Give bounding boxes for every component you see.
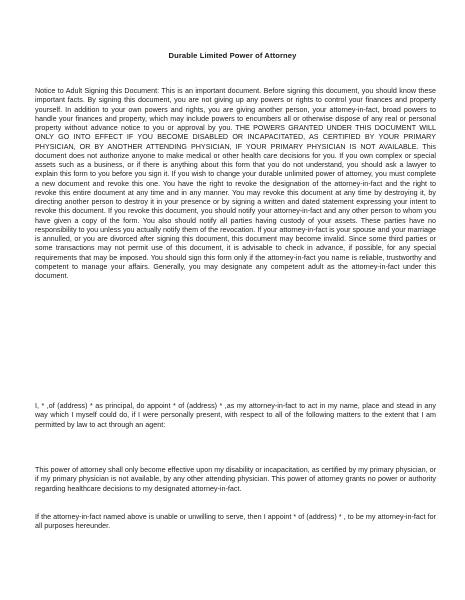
notice-paragraph: Notice to Adult Signing this Document: This is an important document. Before signing this document, you should know these important facts. By signing this document, you are not giving up any powers or rights to control your finances and property yourself. In addition to your own powers and rights, you are giving another person, your attorney-in-fact, broad powers to handle your finances and property, which may include powers to encumbers all or otherwise dispose of any real or personal property without advance notice to you or approval by you. THE POWERS GRANTED UNDER THIS DOCUMENT WILL ONLY GO INTO EFFECT IF YOU BECOME DISABLED OR INCAPACITATED, AS CERTIFIED BY YOUR PRIMARY PHYSICIAN, OR BY ANOTHER ATTENDING PHYSICIAN, IF YOUR PRIMARY PHYSICIAN IS NOT AVAILABLE. This document does not authorize anyone to make medical or other health care decisions for you. If you own complex or special assets such as a business, or if there is anything about this form that you do not understand, you should ask a lawyer to explain this form to you before you sign it. If you wish to change your durable unlimited power of attorney, you must complete a new document and revoke this one. You have the right to revoke the designation of the attorney-in-fact and the right to revoke this entire document at any time and in any manner. You may revoke this document at any time by destroying it, by directing another person to destroy it in your presence or by signing a written and dated statement expressing your intent to revoke this document. If you revoke this document, you should notify your attorney-in-fact and any other person to whom you have given a copy of the form. You also should notify all parties having custody of your assets. These parties have no responsibility to you unless you actually notify them of the revocation. If your attorney-in-fact is your spouse and your marriage is annulled, or you are divorced after signing this document, this document may become invalid. Since some third parties or some transactions may not permit use of this document, it is advisable to check in advance, if possible, for any special requirements that may be imposed. You should sign this form only if the attorney-in-fact you name is reliable, trustworthy and competent to manage your affairs. Generally, you may designate any competent adult as the attorney-in-fact under this document.	[35, 87, 436, 280]
alternate-attorney-paragraph: If the attorney-in-fact named above is unable or unwilling to serve, then I appoint * of (address) * , to be my attorney-in-fact for all purposes hereunder.	[35, 513, 436, 531]
appointment-paragraph: I, * ,of (address) * as principal, do appoint * of (address) * ,as my attorney-in-fact to act in my name, place and stead in any way which I myself could do, if I were personally present, with respect to all of the following matters to the extent that I am permitted by law to act through an agent:	[35, 402, 436, 429]
document-title: Durable Limited Power of Attorney	[168, 51, 297, 60]
effective-date-paragraph: This power of attorney shall only become effective upon my disability or incapacitation, as certified by my primary physician, or if my primary physician is not available, by any other attending physician. This power of attorney grants no power or authority regarding healthcare decisions to my designated attorney-in-fact.	[35, 466, 436, 493]
